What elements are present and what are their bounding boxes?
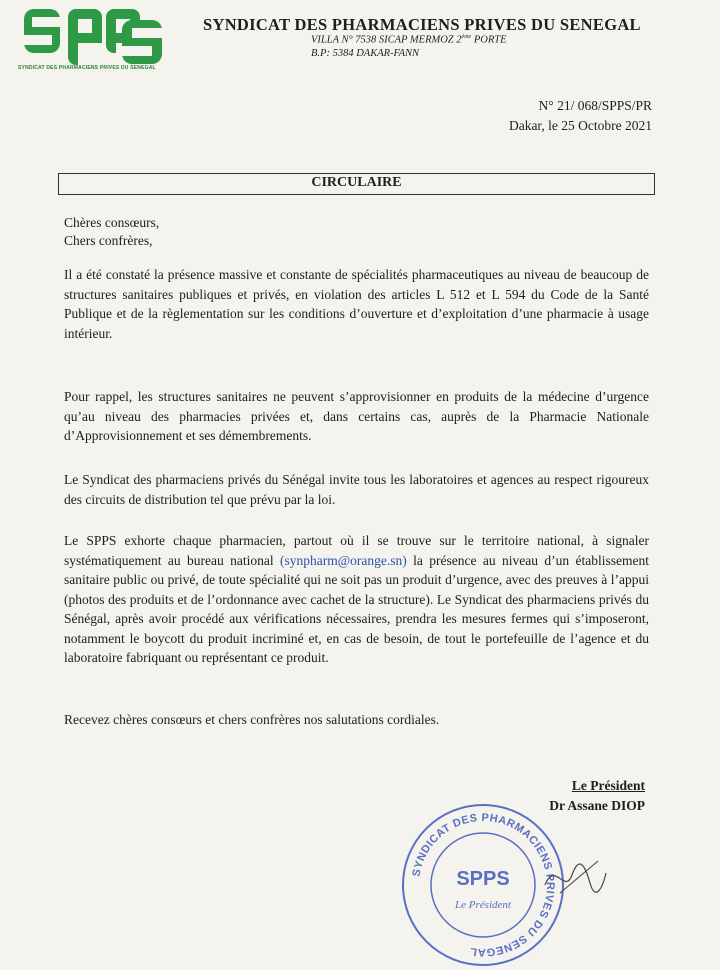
paragraph-2: Pour rappel, les structures sanitaires ne peuvent s’approvisionner en produits de la médecine d’urgence qu’au niveau des pharmacies privées et, dans certains cas, auprès de la Pharmacie Nationale d’Approvisionnement et ses démembrements. (64, 389, 649, 443)
reference-number: N° 21/ 068/SPPS/PR (538, 98, 652, 113)
title-box (58, 173, 655, 195)
stamp-center-text: SPPS (456, 868, 510, 890)
logo-tagline: SYNDICAT DES PHARMACIENS PRIVES DU SENEGAL (18, 65, 156, 71)
paragraph-4: Le SPPS exhorte chaque pharmacien, partout où il se trouve sur le territoire national, à signaler systématiquement au bureau national (synpharm@orange.sn) la présence au niveau d’un établissement sanitaire public ou privé, de toute spécialité qui ne soit pas un produit d’urgence, avec des preuves à l’appui (photos des produits et de l’ordonnance avec cachet de la structure). Le Syndicat des pharmaciens privés du Sénégal, après avoir procédé aux vérifications nécessaires, prendra les mesures fermes qui s’imposeront, notamment le boycott du produit incriminé et, en cas de besoin, de tout le portefeuille de l’agence et du laboratoire fabriquant ou représentant ce produit. (64, 533, 649, 665)
document-title: CIRCULAIRE (311, 175, 402, 190)
salutation-line-2: Chers confrères, (64, 233, 153, 248)
handwritten-signature (540, 855, 610, 900)
place-date: Dakar, le 25 Octobre 2021 (508, 118, 652, 133)
paragraph-1: Il a été constaté la présence massive et constante de spécialités pharmaceutiques au niveau de beaucoup de structures sanitaires publiques et privés, en violation des articles L 512 et L 594 du Code de la Santé Publique et de la règlementation sur les conditions d’ouverture et d’exploitation d’une pharmacie à usage intérieur. (64, 267, 649, 341)
signatory-role: Le Président (571, 778, 645, 793)
salutation-line-1: Chères consœurs, (64, 215, 160, 230)
organization-po-box: B.P: 5384 DAKAR-FANN (311, 48, 420, 59)
closing-line: Recevez chères consœurs et chers confrères nos salutations cordiales. (64, 712, 440, 727)
signatory-name: Dr Assane DIOP (549, 798, 645, 813)
stamp-label: Le Président (455, 899, 511, 911)
organization-name: SYNDICAT DES PHARMACIENS PRIVES DU SENEGAL (203, 15, 641, 34)
paragraph-3: Le Syndicat des pharmaciens privés du Sénégal invite tous les laboratoires et agences au respect rigoureux des circuits de distribution tel que prévu par la loi. (64, 472, 649, 507)
stamp-ring-text: SYNDICAT DES PHARMACIENS PRIVES DU SENEGAL (410, 811, 557, 959)
email-link[interactable]: (synpharm@orange.sn) (279, 552, 407, 568)
organization-address: VILLA N° 7538 SICAP MERMOZ 2ème PORTE (311, 34, 507, 46)
